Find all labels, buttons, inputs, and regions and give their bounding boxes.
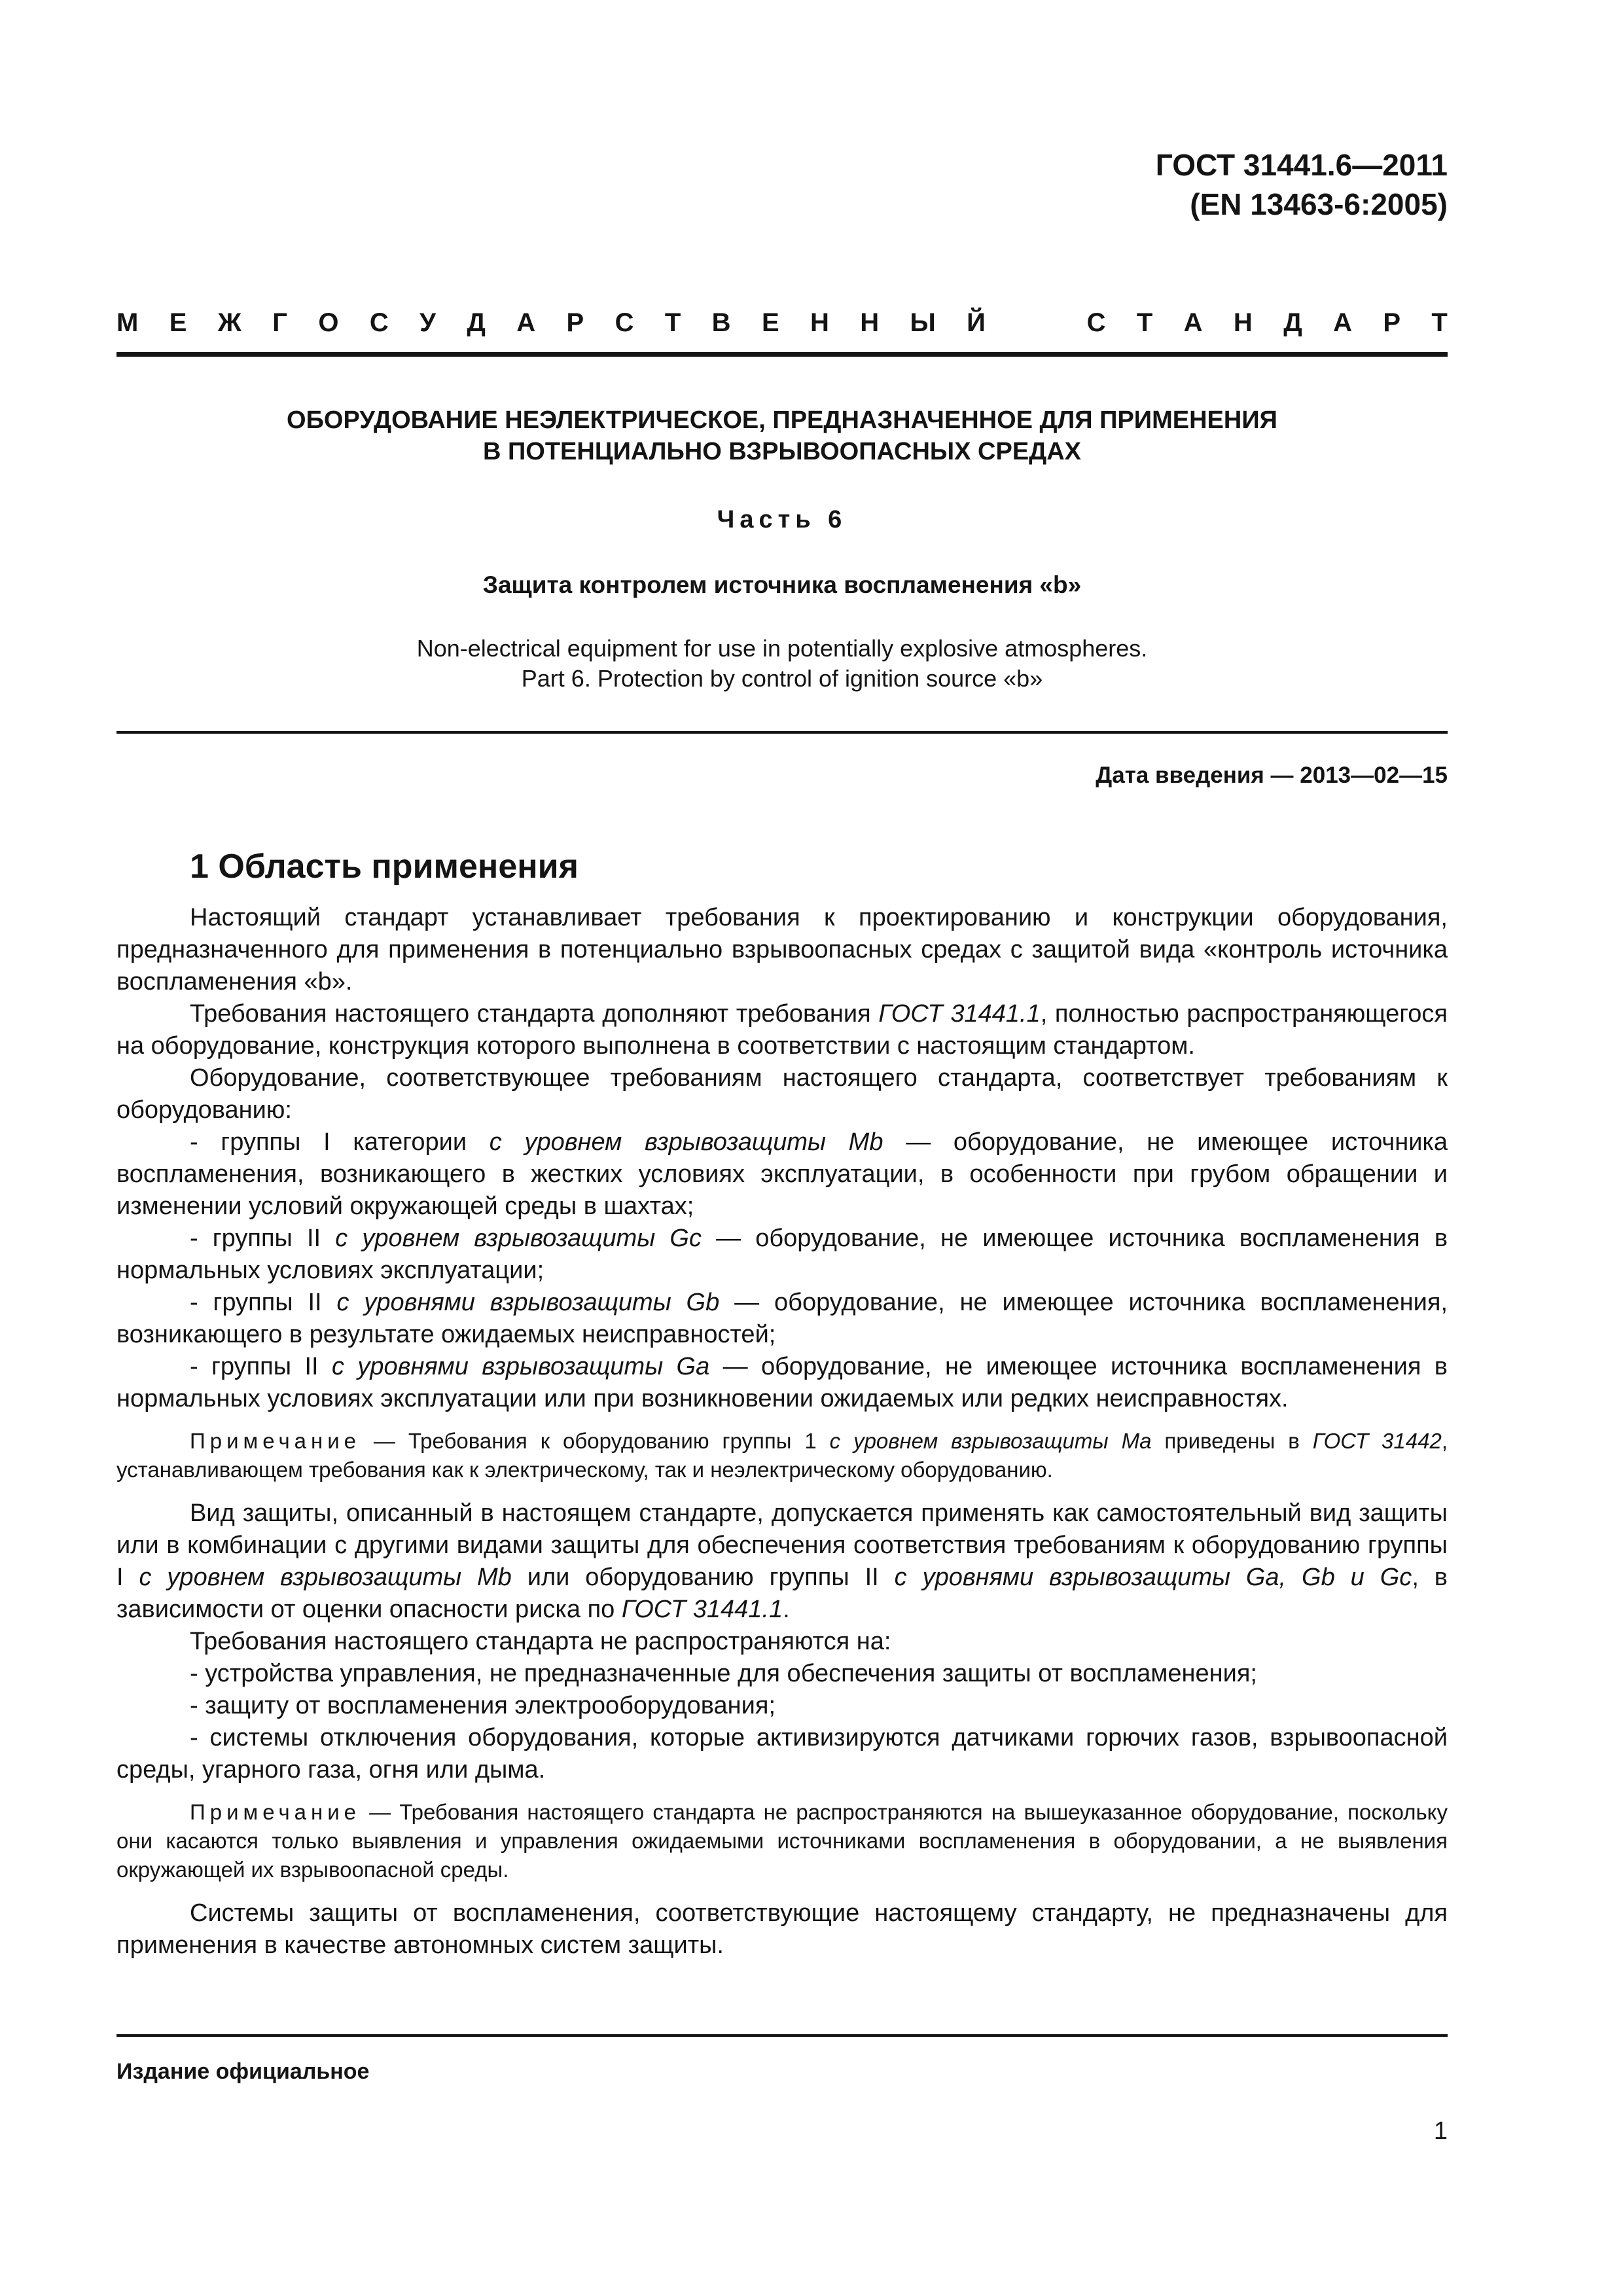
english-title-line-1: Non-electrical equipment for use in potentially explosive atmospheres. [416, 635, 1148, 662]
part-subtitle: Защита контролем источника воспламенения «b» [482, 571, 1082, 598]
heading-letter: С [369, 308, 389, 337]
note: Примечание — Требования к оборудованию группы 1 с уровнем взрывозащиты Ma приведены в ГОСТ 31442, устанавливающем требования как к электрическому, так и неэлектрическому оборудованию. [116, 1429, 1448, 1482]
heading-letter: А [1183, 308, 1203, 337]
heading-letter: Т [1136, 308, 1153, 337]
heading-letter: М [116, 308, 139, 337]
reference: ГОСТ 31441.1 [878, 1000, 1041, 1028]
list-item: - устройства управления, не предназначенные для обеспечения защиты от воспламенения; [190, 1660, 1257, 1687]
standard-designation [1156, 145, 1448, 224]
heading-letter: Ы [910, 308, 936, 337]
list-item: - группы II с уровнем взрывозащиты Gc — оборудование, не имеющее источника воспламенения в нормальных условиях эксплуатации; [116, 1225, 1448, 1284]
standard-number: ГОСТ 31441.6—2011 [1155, 148, 1448, 182]
heading-letter: Е [761, 308, 779, 337]
heading-letter: Р [566, 308, 584, 337]
heading-letter: В [711, 308, 731, 337]
heading-letter: Й [967, 308, 986, 337]
title-rule [116, 731, 1448, 734]
list-item: - группы II с уровнями взрывозащиты Gb — оборудование, не имеющее источника воспламенения, возникающего в результате ожидаемых неисправностей; [116, 1289, 1448, 1348]
title-line-1: ОБОРУДОВАНИЕ НЕЭЛЕКТРИЧЕСКОЕ, ПРЕДНАЗНАЧЕННОЕ ДЛЯ ПРИМЕНЕНИЯ [287, 406, 1277, 434]
heading-letter: У [419, 308, 437, 337]
paragraph: Настоящий стандарт устанавливает требования к проектированию и конструкции оборудования, предназначенного для применения в потенциально взрывоопасных средах с защитой вида «контроль источника воспламенения «b». [116, 904, 1448, 996]
note-label: Примечание [190, 1800, 361, 1824]
heading-letter: А [1333, 308, 1352, 337]
interstate-standard-heading [116, 306, 1448, 339]
heading-letter: Н [1233, 308, 1253, 337]
reference: ГОСТ 31442 [1312, 1429, 1442, 1453]
footer-rule [116, 2034, 1448, 2037]
heading-letter: Т [664, 308, 681, 337]
heading-letter: С [1086, 308, 1106, 337]
paragraph: Вид защиты, описанный в настоящем стандарте, допускается применять как самостоятельный вид защиты или в комбинации с другими видами защиты для обеспечения соответствия требованиям к оборудованию группы I с уровнем взрывозащиты Mb или оборудованию группы II с уровнями взрывозащиты Ga, Gb и Gc, в зависимости от оценки опасности риска по ГОСТ 31441.1. [116, 1499, 1448, 1623]
introduction-date: Дата введения — 2013—02—15 [1096, 762, 1448, 788]
note-label: Примечание [190, 1429, 361, 1453]
heading-letter: Н [810, 308, 829, 337]
heading-rule [116, 352, 1448, 357]
document-title [116, 404, 1448, 467]
list-item: - системы отключения оборудования, которые активизируются датчиками горючих газов, взрывоопасной среды, угарного газа, огня или дыма. [116, 1724, 1448, 1784]
en-reference: (EN 13463-6:2005) [1190, 187, 1448, 221]
paragraph: Требования настоящего стандарта дополняют требования ГОСТ 31441.1, полностью распространяющегося на оборудование, конструкция которого выполнена в соответствии с настоящим стандартом. [116, 1000, 1448, 1060]
list-item: - группы I категории с уровнем взрывозащиты Mb — оборудование, не имеющее источника воспламенения, возникающего в жестких условиях эксплуатации, в особенности при грубом обращении и изменении условий окружающей среды в шахтах; [116, 1128, 1448, 1220]
heading-letter: Н [860, 308, 880, 337]
note: Примечание — Требования настоящего стандарта не распространяются на вышеуказанное оборудование, поскольку они касаются только выявления и управления ожидаемыми источниками воспламенения в оборудовании, а не выявления окружающей их взрывоопасной среды. [116, 1800, 1448, 1882]
title-line-2: В ПОТЕНЦИАЛЬНО ВЗРЫВООПАСНЫХ СРЕДАХ [482, 438, 1082, 465]
paragraph: Требования настоящего стандарта не распространяются на: [190, 1628, 891, 1655]
list-item: - защиту от воспламенения электрооборудования; [190, 1692, 776, 1719]
paragraph: Оборудование, соответствующее требованиям настоящего стандарта, соответствует требованиям к оборудованию: [116, 1064, 1448, 1124]
heading-letter: Г [272, 308, 287, 337]
heading-letter: Д [467, 308, 486, 337]
heading-letter: А [516, 308, 536, 337]
english-title-line-2: Part 6. Protection by control of ignition source «b» [521, 665, 1043, 692]
heading-letter: Е [169, 308, 187, 337]
edition-label: Издание официальное [116, 2059, 370, 2084]
heading-letter: Т [1431, 308, 1448, 337]
body-text [116, 902, 1448, 1962]
reference: ГОСТ 31441.1 [621, 1596, 783, 1623]
heading-letter: С [615, 308, 634, 337]
word-gap [1016, 306, 1056, 339]
heading-letter: О [318, 308, 339, 337]
page-number: 1 [1433, 2117, 1448, 2145]
section-heading: 1 Область применения [190, 848, 579, 886]
heading-letter: Д [1283, 308, 1302, 337]
paragraph: Системы защиты от воспламенения, соответствующие настоящему стандарту, не предназначены для применения в качестве автономных систем защиты. [116, 1899, 1448, 1959]
heading-letter: Р [1383, 308, 1401, 337]
list-item: - группы II с уровнями взрывозащиты Ga — оборудование, не имеющее источника воспламенения в нормальных условиях эксплуатации или при возникновении ожидаемых или редких неисправностях. [116, 1353, 1448, 1412]
english-title [116, 634, 1448, 694]
part-label: Часть 6 [717, 506, 847, 533]
heading-letter: Ж [217, 308, 241, 337]
